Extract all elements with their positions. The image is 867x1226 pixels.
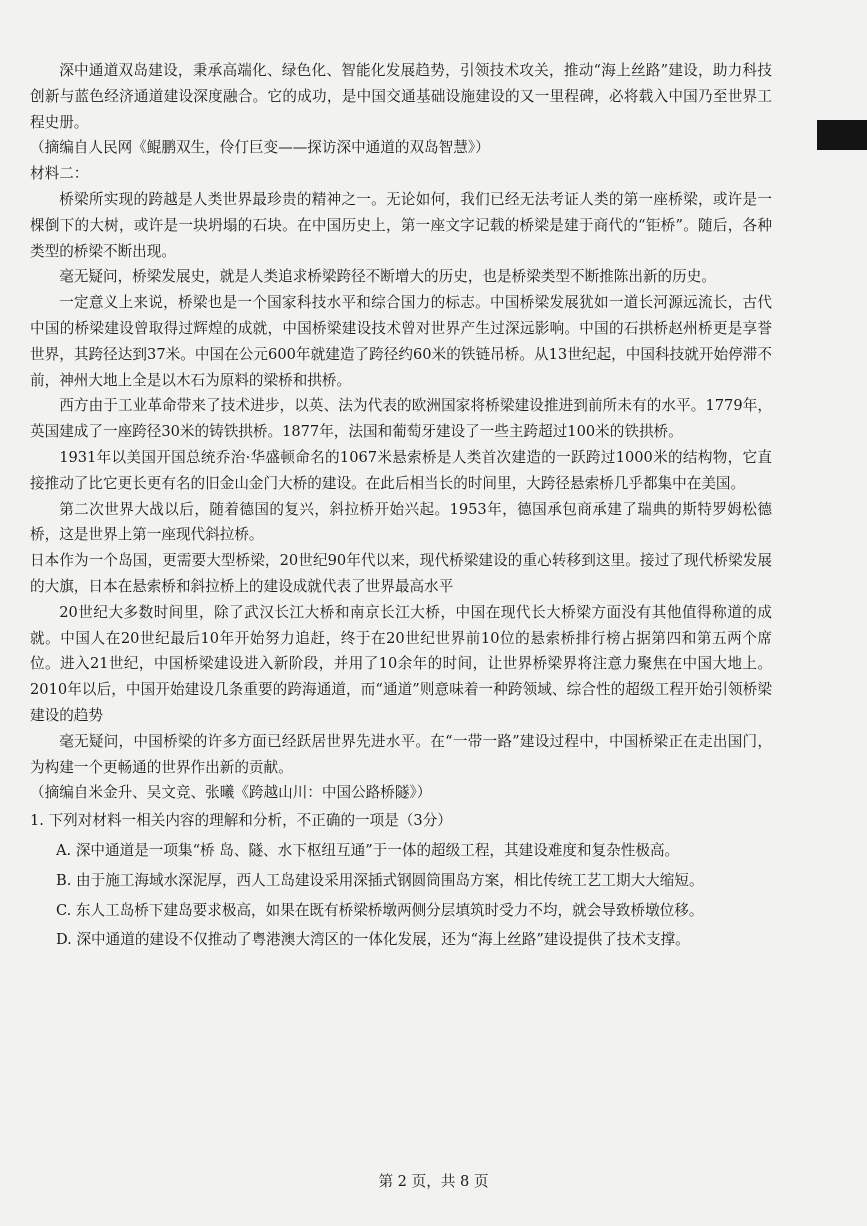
material2-heading: 材料二： [30,165,89,183]
material2-paragraph: 一定意义上来说，桥梁也是一个国家科技水平和综合国力的标志。中国桥梁发展犹如一道长河源远流长，古代中国的桥梁建设曾取得过辉煌的成就，中国桥梁建设技术曾对世界产生过深远影响。中国的石拱桥赵州桥更是享誉世界，其跨径达到37米。中国在公元600年就建造了跨径约60米的铁链吊桥。从13世纪起，中国科技就开始停滞不前，神州大地上全是以木石为原料的梁桥和拱桥。 [30,294,772,389]
material2-paragraph: 20世纪大多数时间里，除了武汉长江大桥和南京长江大桥，中国在现代长大桥梁方面没有其他值得称道的成就。中国人在20世纪最后10年开始努力追赶，终于在20世纪世界前10位的悬索桥排行榜占据第四和第五两个席位。进入21世纪，中国桥梁建设进入新阶段，并用了10余年的时间，让世界桥梁界将注意力聚焦在中国大地上。2010年以后，中国开始建设几条重要的跨海通道，而“通道”则意味着一种跨领域、综合性的超级工程开始引领桥梁建设的趋势 [30,603,772,724]
material2-paragraph: 第二次世界大战以后，随着德国的复兴，斜拉桥开始兴起。1953年，德国承包商承建了瑞典的斯特罗姆松德桥，这是世界上第一座现代斜拉桥。 [30,500,772,544]
material2-source: （摘编自米金升、吴文竞、张曦《跨越山川：中国公路桥隧》） [30,784,432,802]
question-1-option-b: B. 由于施工海域水深泥厚，西人工岛建设采用深插式钢圆筒围岛方案，相比传统工艺工期大大缩短。 [56,871,704,889]
question-1-option-d: D. 深中通道的建设不仅推动了粤港澳大湾区的一体化发展，还为“海上丝路”建设提供了技术支撑。 [56,931,690,949]
material2-paragraph: 日本作为一个岛国，更需要大型桥梁，20世纪90年代以来，现代桥梁建设的重心转移到这里。接过了现代桥梁发展的大旗，日本在悬索桥和斜拉桥上的建设成就代表了世界最高水平 [30,552,772,595]
material2-paragraph: 1931年以美国开国总统乔治·华盛顿命名的1067米悬索桥是人类首次建造的一跃跨过1000米的结构物，它直接推动了比它更长更有名的旧金山金门大桥的建设。在此后相当长的时间里，大跨径悬索桥几乎都集中在美国。 [30,448,772,492]
page-number: 第 2 页，共 8 页 [378,1173,489,1190]
material2-paragraph: 桥梁所实现的跨越是人类世界最珍贵的精神之一。无论如何，我们已经无法考证人类的第一座桥梁，或许是一棵倒下的大树，或许是一块坍塌的石块。在中国历史上，第一座文字记载的桥梁是建于商代的“钜桥”。随后，各种类型的桥梁不断出现。 [30,190,772,260]
material2-paragraph: 毫无疑问，桥梁发展史，就是人类追求桥梁跨径不断增大的历史，也是桥梁类型不断推陈出新的历史。 [59,268,716,286]
material1-closing-paragraph: 深中通道双岛建设，秉承高端化、绿色化、智能化发展趋势，引领技术攻关，推动“海上丝路”建设，助力科技创新与蓝色经济通道建设深度融合。它的成功，是中国交通基础设施建设的又一里程碑，必将载入中国乃至世界工程史册。 [30,62,772,131]
question-1-option-c: C. 东人工岛桥下建岛要求极高，如果在既有桥梁桥墩两侧分层填筑时受力不均，就会导致桥墩位移。 [56,901,704,919]
page-content [30,58,772,953]
question-1-option-a: A. 深中通道是一项集“桥 岛、隧、水下枢纽互通”于一体的超级工程，其建设难度和复杂性极高。 [56,841,680,859]
page-edge-tab [817,120,867,150]
question-1-stem: 1. 下列对材料一相关内容的理解和分析，不正确的一项是（3分） [30,812,452,830]
material2-paragraph: 毫无疑问，中国桥梁的许多方面已经跃居世界先进水平。在“一带一路”建设过程中，中国桥梁正在走出国门，为构建一个更畅通的世界作出新的贡献。 [30,732,772,776]
material2-paragraph: 西方由于工业革命带来了技术进步，以英、法为代表的欧洲国家将桥梁建设推进到前所未有的水平。1779年，英国建成了一座跨径30米的铸铁拱桥。1877年，法国和葡萄牙建设了一些主跨超过100米的铁拱桥。 [30,397,772,441]
material1-source: （摘编自人民网《鲲鹏双生，伶仃巨变——探访深中通道的双岛智慧》） [30,139,490,157]
